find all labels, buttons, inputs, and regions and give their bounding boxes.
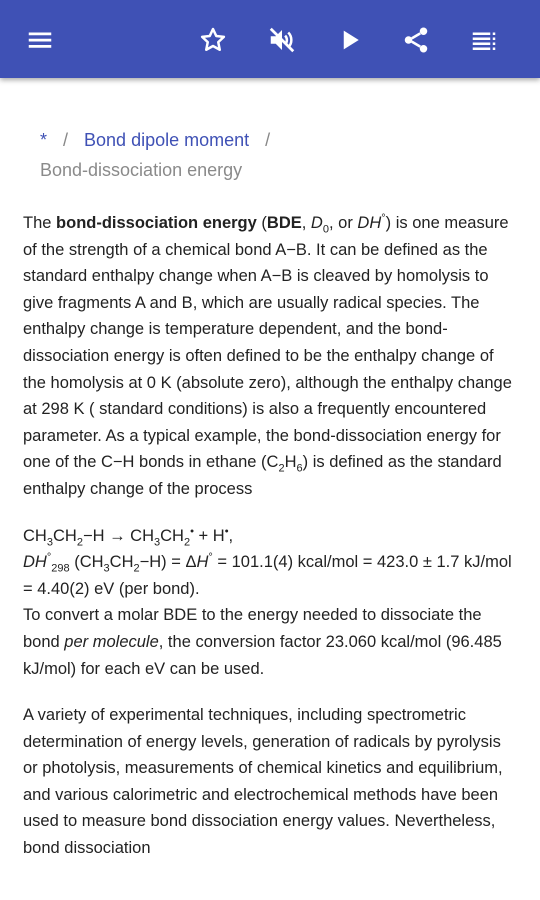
paragraph-techniques: A variety of experimental techniques, including spectrometric determination of energy levels, generation of radicals by pyrolysis or photolysis, measurements of chemical kinetics and equilibrium, and various calorimetric and electrochemical methods have been used to measure bond dissociation energy values. Nevertheless, bond dissociation xyxy=(23,706,503,858)
play-icon xyxy=(335,25,365,55)
text: To convert a molar BDE to the energy needed to dissociate the bond xyxy=(23,606,482,651)
subscript: 0 xyxy=(322,223,329,236)
subscript: 3 xyxy=(103,562,110,575)
paragraph-intro xyxy=(23,210,520,503)
text: The xyxy=(23,214,57,232)
superscript: ° xyxy=(381,212,386,225)
share-button[interactable] xyxy=(396,20,436,60)
breadcrumb-separator: / xyxy=(265,130,271,150)
breadcrumb-separator: / xyxy=(63,130,69,150)
subscript: 3 xyxy=(154,535,161,548)
emphasis: per molecule xyxy=(64,632,159,651)
text: ( xyxy=(256,214,267,232)
text: , or xyxy=(328,214,358,232)
mute-button[interactable] xyxy=(262,20,302,60)
subscript: 2 xyxy=(183,535,191,548)
text: , xyxy=(228,526,234,545)
breadcrumb-current: Bond-dissociation energy xyxy=(40,160,243,180)
paragraph-conversion xyxy=(23,602,520,682)
star-icon xyxy=(198,25,228,55)
symbol-dh: DH xyxy=(23,553,47,572)
text: −H → CH xyxy=(82,526,154,545)
text: , the conversion factor 23.060 kcal/mol (96.485 kJ/mol) for each eV can be used. xyxy=(23,632,502,678)
superscript: • xyxy=(224,525,229,538)
text: (CH xyxy=(69,553,104,572)
subscript: 2 xyxy=(133,562,140,575)
breadcrumb-root-link[interactable]: * xyxy=(40,130,48,150)
text: H xyxy=(284,453,297,472)
list-icon xyxy=(469,25,499,55)
share-icon xyxy=(401,25,431,55)
text: CH xyxy=(52,526,77,545)
superscript: ° xyxy=(208,551,213,564)
text: CH xyxy=(109,553,134,572)
subscript: 2 xyxy=(76,535,83,548)
symbol-dh: DH xyxy=(357,214,382,232)
text: = 101.1(4) kcal/mol = 423.0 ± 1.7 kJ/mol = 4.40(2) eV (per bond). xyxy=(23,553,512,598)
text: + H xyxy=(193,526,225,545)
symbol-d0: D xyxy=(310,214,323,232)
subscript: 2 xyxy=(278,462,285,475)
subscript: 298 xyxy=(51,562,70,575)
breadcrumb-parent-link[interactable]: Bond dipole moment xyxy=(84,130,250,150)
symbol-h: H xyxy=(196,553,209,572)
mute-icon xyxy=(267,25,297,55)
menu-icon xyxy=(25,25,55,55)
breadcrumb xyxy=(40,125,286,185)
text: −H) = Δ xyxy=(139,553,197,572)
play-button[interactable] xyxy=(330,20,370,60)
text: , xyxy=(301,214,311,232)
contents-button[interactable] xyxy=(464,20,504,60)
text: ) is one measure of the strength of a chemical bond A−B. It can be defined as the standard enthalpy change when A−B is cleaved by homolysis to give fragments A and B, which are usually radical species. The enthalpy change is temperature dependent, and the bond-dissociation energy is often defined to be the enthalpy change of the homolysis at 0 K (absolute zero), although the enthalpy change at 298 K ( standard conditions) is also a frequently encountered parameter. As a typical example, the bond-dissociation energy for one of the C−H bonds in ethane (C xyxy=(23,214,512,472)
text: CH xyxy=(160,526,184,545)
subscript: 3 xyxy=(46,535,53,548)
paragraph-equation xyxy=(23,523,520,603)
text: ) is defined as the standard enthalpy change of the process xyxy=(23,453,502,498)
text: CH xyxy=(23,526,47,545)
term-bde: bond-dissociation energy xyxy=(56,214,257,232)
article-body xyxy=(23,210,520,882)
subscript: 6 xyxy=(296,462,303,475)
superscript: ° xyxy=(46,551,52,564)
superscript: • xyxy=(190,525,194,538)
app-bar xyxy=(0,0,540,78)
favorite-button[interactable] xyxy=(193,20,233,60)
menu-button[interactable] xyxy=(20,20,60,60)
term-abbrev: BDE xyxy=(266,214,302,232)
